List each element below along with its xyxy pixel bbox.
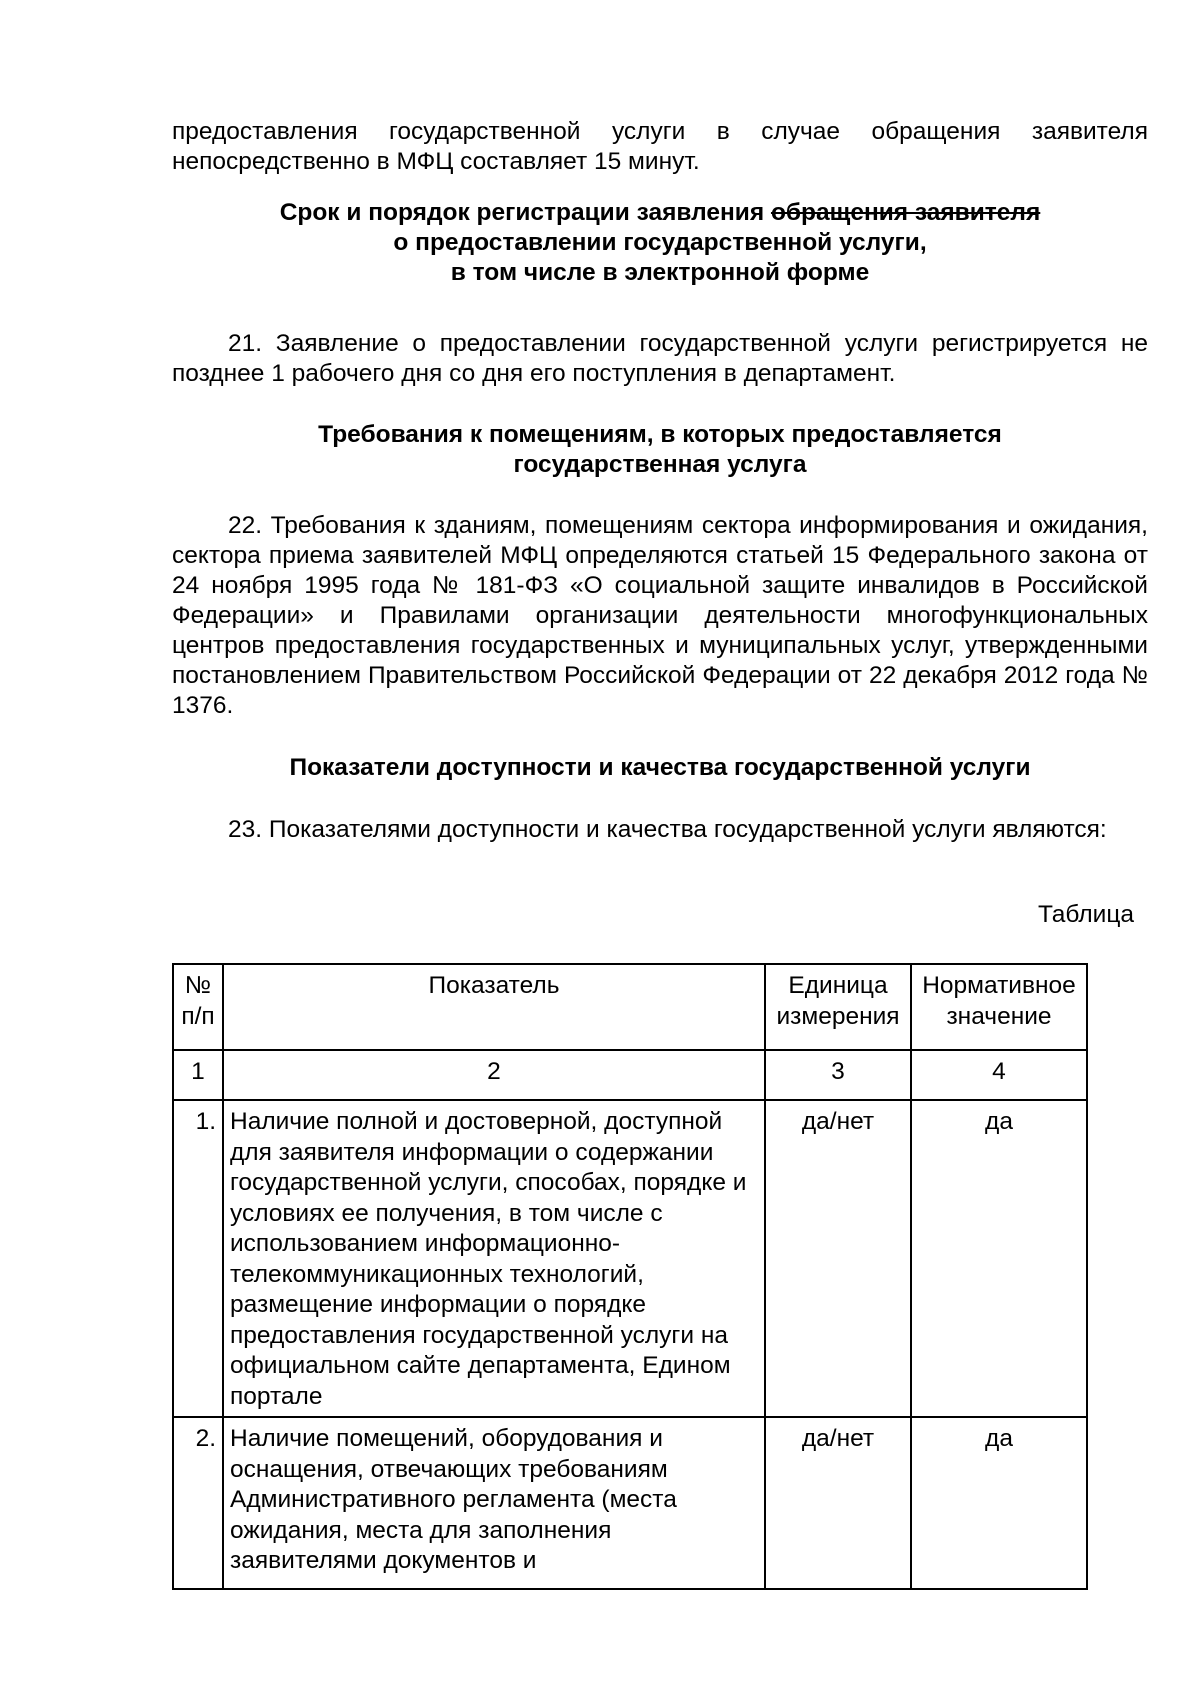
paragraph-21: 21. Заявление о предоставлении государственной услуги регистрируется не позднее 1 рабочего дня со дня его поступления в департамент. xyxy=(172,330,1148,387)
registration-heading-line-1 xyxy=(172,198,1148,228)
header-norm: Нормативное значение xyxy=(911,964,1087,1050)
registration-heading-line-2: о предоставлении государственной услуги, xyxy=(393,229,927,256)
premises-heading xyxy=(172,420,1148,480)
header-unit: Единица измерения xyxy=(765,964,911,1050)
quality-heading: Показатели доступности и качества государственной услуги xyxy=(289,754,1031,781)
index-cell-4: 4 xyxy=(911,1050,1087,1100)
premises-heading-line-2: государственная услуга xyxy=(513,451,807,478)
row-indicator: Наличие помещений, оборудования и оснащения, отвечающих требованиям Административного регламента (места ожидания, места для заполнения заявителями документов и xyxy=(223,1417,765,1589)
row-number: 2. xyxy=(173,1417,223,1589)
paragraph-22: 22. Требования к зданиям, помещениям сектора информирования и ожидания, сектора приема заявителей МФЦ определяются статьей 15 Федерального закона от 24 ноября 1995 года № 181-ФЗ «О социальной защите инвалидов в Российской Федерации» и Правилами организации деятельности многофункциональных центров предоставления государственных и муниципальных услуг, утвержденными постановлением Правительством Российской Федерации от 22 декабря 2012 года № 1376. xyxy=(172,512,1148,719)
table-header-row xyxy=(173,964,1087,1050)
row-indicator: Наличие полной и достоверной, доступной для заявителя информации о содержании государственной услуги, способах, порядке и условиях ее получения, в том числе с использованием информационно-телекоммуникационных технологий, размещение информации о порядке предоставления государственной услуги на официальном сайте департамента, Едином портале xyxy=(223,1100,765,1417)
row-unit: да/нет xyxy=(765,1417,911,1589)
row-norm: да xyxy=(911,1100,1087,1417)
intro-paragraph: предоставления государственной услуги в случае обращения заявителя непосредственно в МФЦ составляет 15 минут. xyxy=(172,118,1148,175)
paragraph-23: 23. Показателями доступности и качества государственной услуги являются: xyxy=(228,816,1107,843)
index-cell-1: 1 xyxy=(173,1050,223,1100)
registration-heading-line-3: в том числе в электронной форме xyxy=(450,259,870,286)
registration-heading xyxy=(172,198,1148,288)
row-number: 1. xyxy=(173,1100,223,1417)
table-caption: Таблица xyxy=(1037,901,1134,928)
indicators-table xyxy=(172,963,1088,1590)
table-index-row xyxy=(173,1050,1087,1100)
index-cell-2: 2 xyxy=(223,1050,765,1100)
index-cell-3: 3 xyxy=(765,1050,911,1100)
table-row xyxy=(173,1100,1087,1417)
header-num: № п/п xyxy=(173,964,223,1050)
premises-heading-line-1: Требования к помещениям, в которых предоставляется xyxy=(318,421,1002,448)
header-indicator: Показатель xyxy=(223,964,765,1050)
registration-heading-struck-text: обращения заявителя xyxy=(770,199,1041,226)
table-row xyxy=(173,1417,1087,1589)
row-norm: да xyxy=(911,1417,1087,1589)
registration-heading-main: Срок и порядок регистрации заявления xyxy=(279,199,765,226)
row-unit: да/нет xyxy=(765,1100,911,1417)
